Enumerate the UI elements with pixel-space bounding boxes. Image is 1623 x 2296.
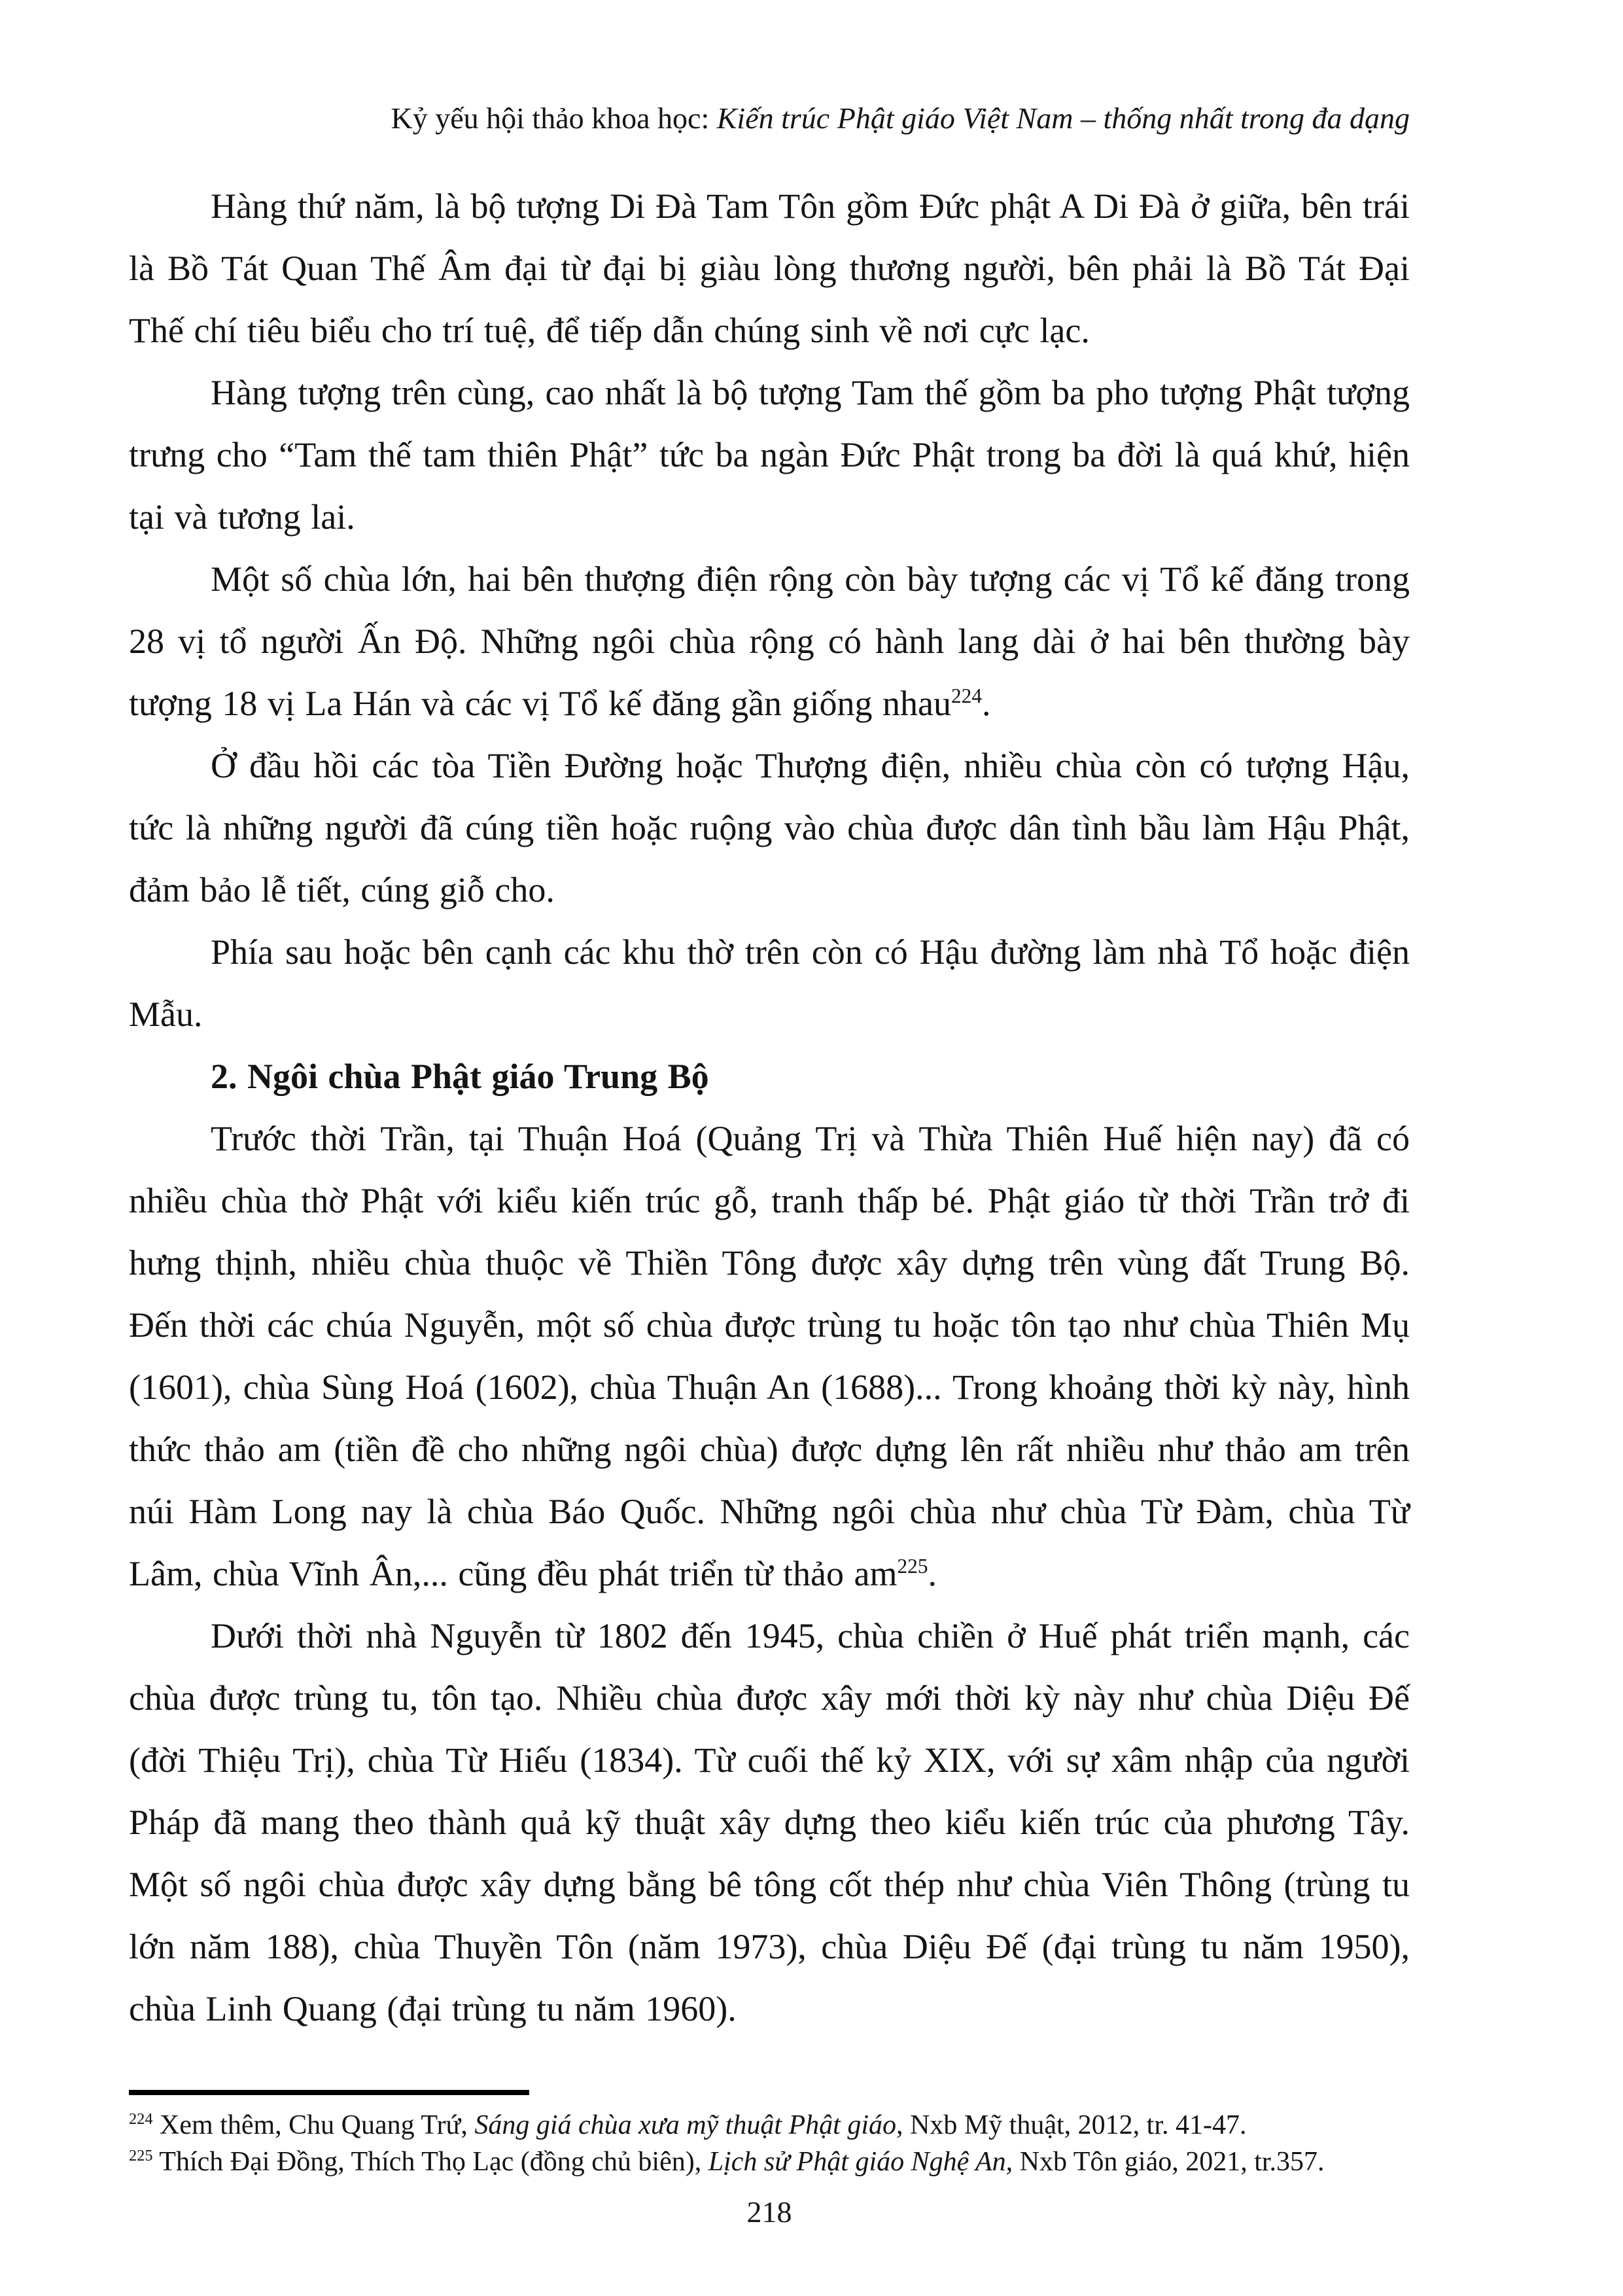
paragraph-2: Hàng tượng trên cùng, cao nhất là bộ tượng Tam thế gồm ba pho tượng Phật tượng trưng cho “Tam thế tam thiên Phật” tức ba ngàn Đức Phật trong ba đời là quá khứ, hiện tại và tương lai. (129, 373, 1410, 537)
footnote-separator (129, 2090, 529, 2095)
footnote-224-text: Xem thêm, Chu Quang Trứ, Sáng giá chùa xưa mỹ thuật Phật giáo, Nxb Mỹ thuật, 2012, tr. 41-47. (152, 2110, 1247, 2140)
running-header (129, 99, 1410, 137)
running-header-prefix: Kỷ yếu hội thảo khoa học: (391, 101, 717, 135)
footnote-225-marker: 225 (129, 2147, 153, 2164)
paragraph-1: Hàng thứ năm, là bộ tượng Di Đà Tam Tôn gồm Đức phật A Di Đà ở giữa, bên trái là Bồ Tát Quan Thế Âm đại từ đại bị giàu lòng thương người, bên phải là Bồ Tát Đại Thế chí tiêu biểu cho trí tuệ, để tiếp dẫn chúng sinh về nơi cực lạc. (129, 186, 1410, 350)
footnote-225-text: Thích Đại Đồng, Thích Thọ Lạc (đồng chủ biên), Lịch sử Phật giáo Nghệ An, Nxb Tôn giáo, 2021, tr.357. (152, 2147, 1325, 2177)
paragraph-4: Ở đầu hồi các tòa Tiền Đường hoặc Thượng điện, nhiều chùa còn có tượng Hậu, tức là những người đã cúng tiền hoặc ruộng vào chùa được dân tình bầu làm Hậu Phật, đảm bảo lễ tiết, cúng giỗ cho. (129, 746, 1410, 910)
paragraph-3: Một số chùa lớn, hai bên thượng điện rộng còn bày tượng các vị Tổ kế đăng trong 28 vị tổ người Ấn Độ. Những ngôi chùa rộng có hành lang dài ở hai bên thường bày tượng 18 vị La Hán và các vị Tổ kế đăng gần giống nhau$^{224}$. (129, 559, 1410, 723)
footnotes (129, 2107, 1410, 2180)
paragraph-6: Trước thời Trần, tại Thuận Hoá (Quảng Trị và Thừa Thiên Huế hiện nay) đã có nhiều chùa thờ Phật với kiểu kiến trúc gỗ, tranh thấp bé. Phật giáo từ thời Trần trở đi hưng thịnh, nhiều chùa thuộc về Thiền Tông được xây dựng trên vùng đất Trung Bộ. Đến thời các chúa Nguyễn, một số chùa được trùng tu hoặc tôn tạo như chùa Thiên Mụ (1601), chùa Sùng Hoá (1602), chùa Thuận An (1688)... Trong khoảng thời kỳ này, hình thức thảo am (tiền đề cho những ngôi chùa) được dựng lên rất nhiều như thảo am trên núi Hàm Long nay là chùa Báo Quốc. Những ngôi chùa như chùa Từ Đàm, chùa Từ Lâm, chùa Vĩnh Ân,... cũng đều phát triển từ thảo $am^{225}$. (129, 1119, 1410, 1593)
section-heading: 2. Ngôi chùa Phật giáo Trung Bộ (211, 1057, 709, 1096)
footnote-224 (129, 2107, 1410, 2144)
page-number: 218 (746, 2195, 792, 2229)
footnote-224-marker: 224 (129, 2110, 153, 2128)
footnote-225 (129, 2144, 1410, 2180)
footnote-area (129, 2090, 1410, 2180)
body-text (129, 175, 1410, 2040)
running-header-title: Kiến trúc Phật giáo Việt Nam – thống nhất trong đa dạng (716, 101, 1410, 135)
paragraph-7: Dưới thời nhà Nguyễn từ 1802 đến 1945, chùa chiền ở Huế phát triển mạnh, các chùa được trùng tu, tôn tạo. Nhiều chùa được xây mới thời kỳ này như chùa Diệu Đế (đời Thiệu Trị), chùa Từ Hiếu (1834). Từ cuối thế kỷ XIX, với sự xâm nhập của người Pháp đã mang theo thành quả kỹ thuật xây dựng theo kiểu kiến trúc của phương Tây. Một số ngôi chùa được xây dựng bằng bê tông cốt thép như chùa Viên Thông (trùng tu lớn năm 188), chùa Thuyền Tôn (năm 1973), chùa Diệu Đế (đại trùng tu năm 1950), chùa Linh Quang (đại trùng tu năm 1960). (129, 1616, 1410, 2028)
paragraph-5: Phía sau hoặc bên cạnh các khu thờ trên còn có Hậu đường làm nhà Tổ hoặc điện Mẫu. (129, 932, 1410, 1034)
